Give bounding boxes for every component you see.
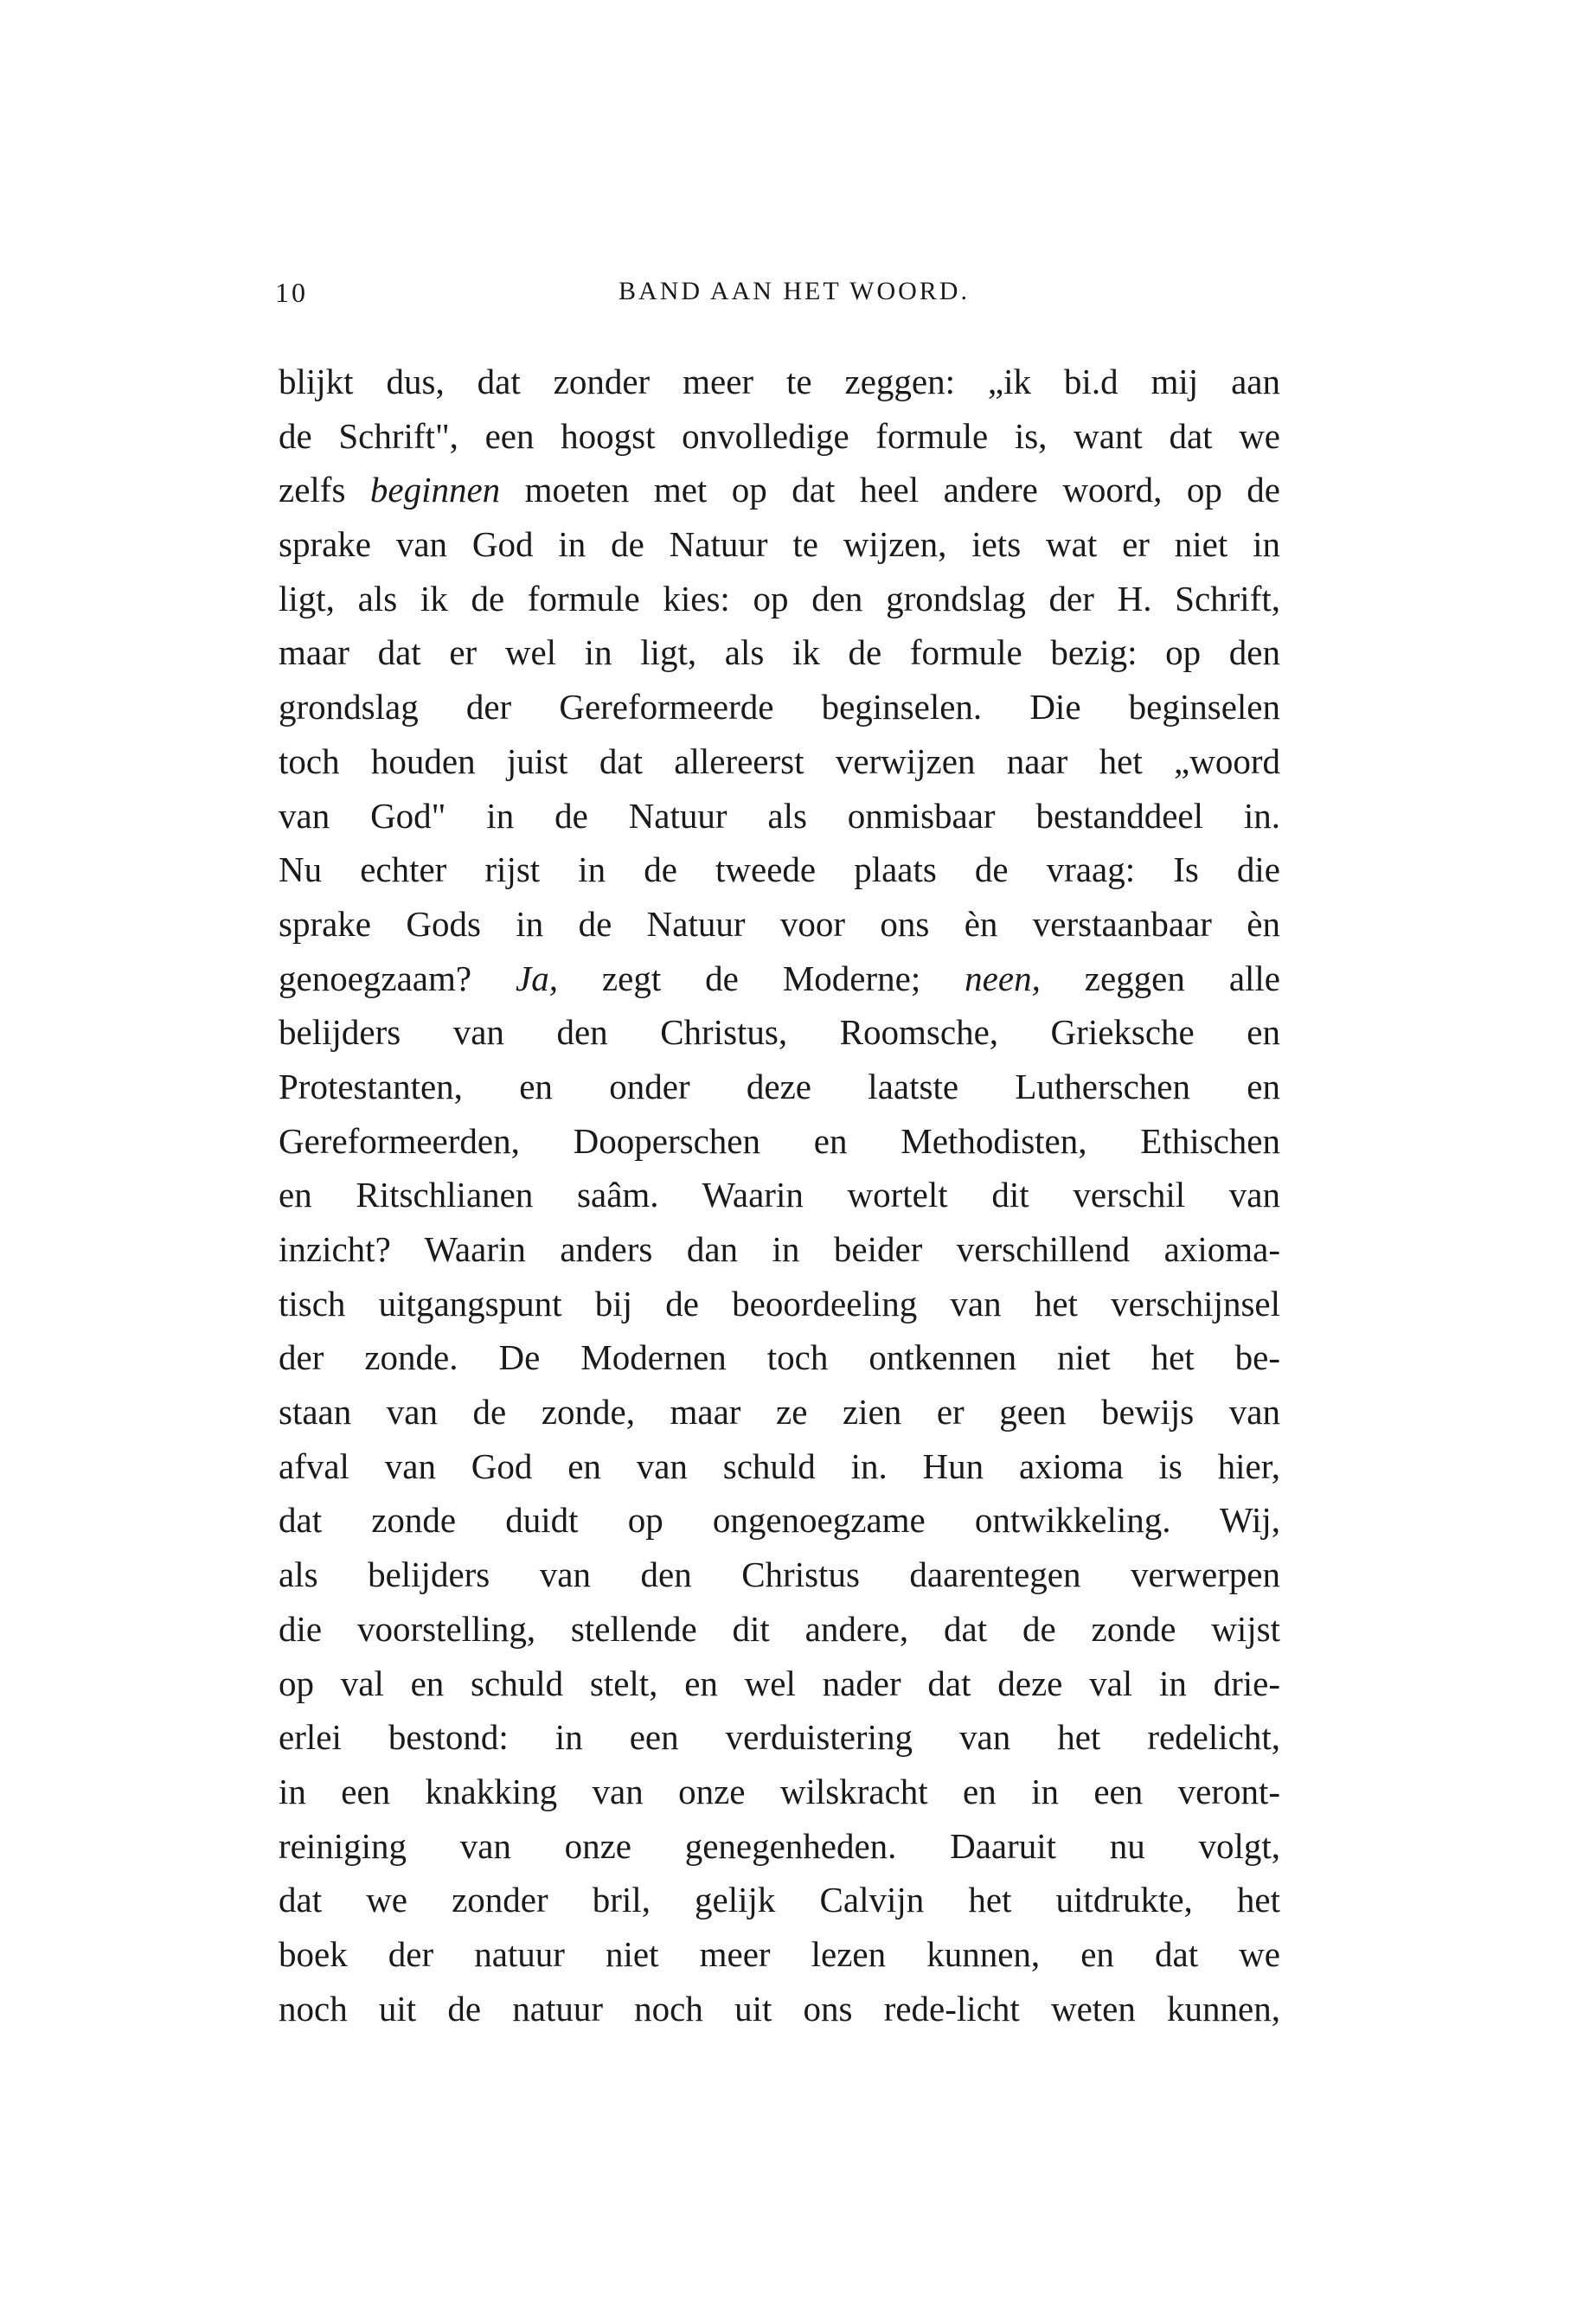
text-line bbox=[279, 1060, 1280, 1114]
text-line bbox=[279, 463, 1280, 517]
text-segment: blijkt dus, dat zonder meer te zeggen: „ik bi.d mij aan bbox=[279, 362, 1280, 401]
text-line bbox=[279, 1385, 1280, 1439]
text-segment: moeten met op dat heel andere woord, op de bbox=[500, 470, 1280, 510]
text-line bbox=[279, 1657, 1280, 1711]
running-head bbox=[275, 277, 1279, 320]
text-segment: belijders van den Christus, Roomsche, Grieksche en bbox=[279, 1012, 1280, 1053]
text-line bbox=[279, 952, 1280, 1006]
text-segment: toch houden juist dat allereerst verwijzen naar het „woord bbox=[279, 740, 1280, 781]
text-line bbox=[279, 1765, 1280, 1819]
text-line bbox=[279, 1168, 1280, 1222]
text-line bbox=[279, 409, 1280, 464]
text-line bbox=[279, 680, 1280, 734]
text-segment: staan van de zonde, maar ze zien er geen bewijs van bbox=[279, 1392, 1280, 1433]
text-line bbox=[279, 1330, 1280, 1385]
italic-text: neen, bbox=[965, 958, 1041, 998]
text-line bbox=[279, 734, 1280, 789]
text-segment: inzicht? Waarin anders dan in beider verschillend axioma- bbox=[279, 1229, 1280, 1269]
text-segment: afval van God en van schuld in. Hun axioma is hier, bbox=[279, 1445, 1280, 1486]
text-segment: Protestanten, en onder deze laatste Lutherschen en bbox=[279, 1066, 1280, 1106]
text-segment: maar dat er wel in ligt, als ik de formule bezig: op den bbox=[279, 632, 1280, 673]
text-segment: Nu echter rijst in de tweede plaats de vraag: Is die bbox=[279, 849, 1280, 890]
text-segment: sprake van God in de Natuur te wijzen, iets wat er niet in bbox=[279, 524, 1280, 565]
italic-text: beginnen bbox=[369, 470, 501, 510]
italic-text: Ja, bbox=[516, 958, 558, 998]
text-segment: grondslag der Gereformeerde beginselen. Die beginselen bbox=[279, 687, 1280, 727]
text-line bbox=[279, 1277, 1280, 1331]
text-line bbox=[279, 843, 1280, 897]
text-segment: noch uit de natuur noch uit ons rede-licht weten kunnen, bbox=[279, 1988, 1280, 2029]
text-line bbox=[279, 1222, 1280, 1277]
text-segment: zeggen alle bbox=[1040, 958, 1280, 998]
text-line bbox=[279, 897, 1280, 952]
text-line bbox=[279, 1493, 1280, 1548]
text-line bbox=[279, 1005, 1280, 1060]
text-segment: dat we zonder bril, gelijk Calvijn het uitdrukte, het bbox=[279, 1880, 1280, 1920]
text-segment: tisch uitgangspunt bij de beoordeeling van het verschijnsel bbox=[279, 1283, 1280, 1324]
text-line bbox=[279, 1927, 1280, 1982]
body-text bbox=[279, 355, 1280, 2035]
text-segment: zelfs bbox=[279, 470, 370, 510]
text-segment: die voorstelling, stellende dit andere, dat de zonde wijst bbox=[279, 1608, 1280, 1649]
text-line bbox=[279, 1710, 1280, 1765]
text-line bbox=[279, 789, 1280, 843]
text-segment: sprake Gods in de Natuur voor ons èn verstaanbaar èn bbox=[279, 903, 1280, 944]
text-segment: reiniging van onze genegenheden. Daaruit nu volgt, bbox=[279, 1825, 1280, 1866]
text-line bbox=[279, 1439, 1280, 1494]
text-line bbox=[279, 517, 1280, 572]
text-line bbox=[279, 1602, 1280, 1657]
text-segment: van God" in de Natuur als onmisbaar bestanddeel in. bbox=[279, 795, 1280, 836]
page-number: 10 bbox=[275, 277, 308, 308]
text-line bbox=[279, 1873, 1280, 1927]
text-segment: zegt de Moderne; bbox=[557, 958, 965, 998]
text-segment: erlei bestond: in een verduistering van het redelicht, bbox=[279, 1717, 1280, 1758]
text-segment: ligt, als ik de formule kies: op den grondslag der H. Schrift, bbox=[279, 578, 1280, 619]
text-segment: op val en schuld stelt, en wel nader dat deze val in drie- bbox=[279, 1663, 1280, 1703]
text-segment: genoegzaam? bbox=[279, 958, 516, 998]
text-segment: de Schrift", een hoogst onvolledige formule is, want dat we bbox=[279, 415, 1280, 456]
text-line bbox=[279, 1548, 1280, 1602]
text-segment: en Ritschlianen saâm. Waarin wortelt dit verschil van bbox=[279, 1175, 1280, 1215]
text-line bbox=[279, 1982, 1280, 2036]
text-segment: Gereformeerden, Dooperschen en Methodisten, Ethischen bbox=[279, 1120, 1280, 1161]
text-segment: der zonde. De Modernen toch ontkennen niet het be- bbox=[279, 1337, 1280, 1378]
text-line bbox=[279, 1819, 1280, 1874]
text-segment: in een knakking van onze wilskracht en in een veront- bbox=[279, 1771, 1280, 1811]
text-segment: dat zonde duidt op ongenoegzame ontwikkeling. Wij, bbox=[279, 1500, 1280, 1541]
text-segment: als belijders van den Christus daarentegen verwerpen bbox=[279, 1554, 1280, 1595]
text-line bbox=[279, 572, 1280, 626]
text-line bbox=[279, 625, 1280, 680]
running-title: BAND AAN HET WOORD. bbox=[619, 277, 970, 305]
text-segment: boek der natuur niet meer lezen kunnen, en dat we bbox=[279, 1933, 1280, 1974]
text-line bbox=[279, 355, 1280, 409]
text-line bbox=[279, 1114, 1280, 1169]
